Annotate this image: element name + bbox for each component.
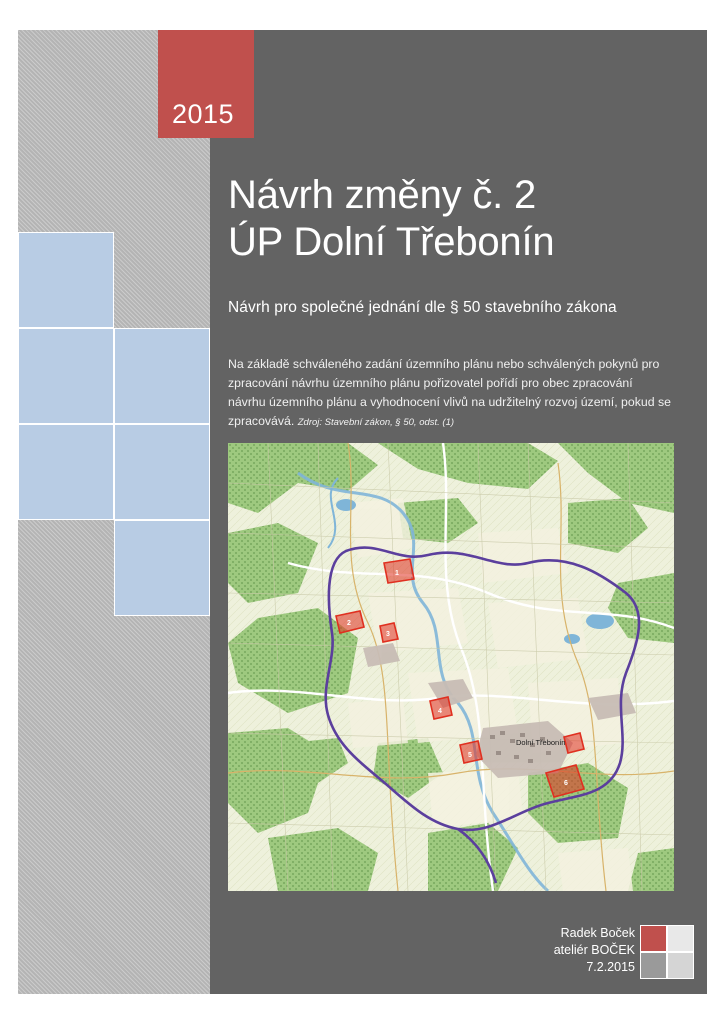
footer-block [375,925,635,976]
page-subtitle: Návrh pro společné jednání dle § 50 stavebního zákona [228,299,617,316]
svg-text:3: 3 [386,631,390,638]
decorative-square-3 [114,328,210,424]
intro-paragraph [228,355,673,432]
title-line-2: ÚP Dolní Třebonín [228,220,555,264]
decorative-square-1 [18,232,114,328]
page-title [228,172,698,266]
footer-studio: ateliér BOČEK [553,943,635,957]
decorative-square-2 [18,328,114,424]
logo-square-bottom-right [667,952,694,979]
decorative-square-5 [114,424,210,520]
intro-paragraph-text: Na základě schváleného zadání územního plánu nebo schválených pokynů pro zpracování návrhu územního plánu pořizovatel pořídí pro obec zpracování návrhu územního plánu a vyhodnocení vlivů na udržitelný rozvoj území, pokud se zpracovává. [228,357,671,428]
title-line-1: Návrh změny č. 2 [228,173,537,217]
footer-date: 7.2.2015 [586,960,635,974]
logo-square-top-right [667,925,694,952]
year-badge [158,30,254,138]
map-village-label: Dolní Třebonín [516,738,566,747]
year-label: 2015 [172,99,235,129]
svg-text:4: 4 [438,708,442,715]
map-image [228,443,674,891]
logo-square-bottom-left [640,952,667,979]
source-note: Zdroj: Stavební zákon, § 50, odst. (1) [297,417,455,428]
footer-author: Radek Boček [560,926,635,940]
studio-logo [640,925,694,979]
decorative-square-6 [114,520,210,616]
decorative-square-4 [18,424,114,520]
svg-text:6: 6 [564,780,568,787]
logo-square-top-left [640,925,667,952]
svg-text:2: 2 [347,620,351,627]
svg-text:1: 1 [395,570,399,577]
svg-text:5: 5 [468,752,472,759]
